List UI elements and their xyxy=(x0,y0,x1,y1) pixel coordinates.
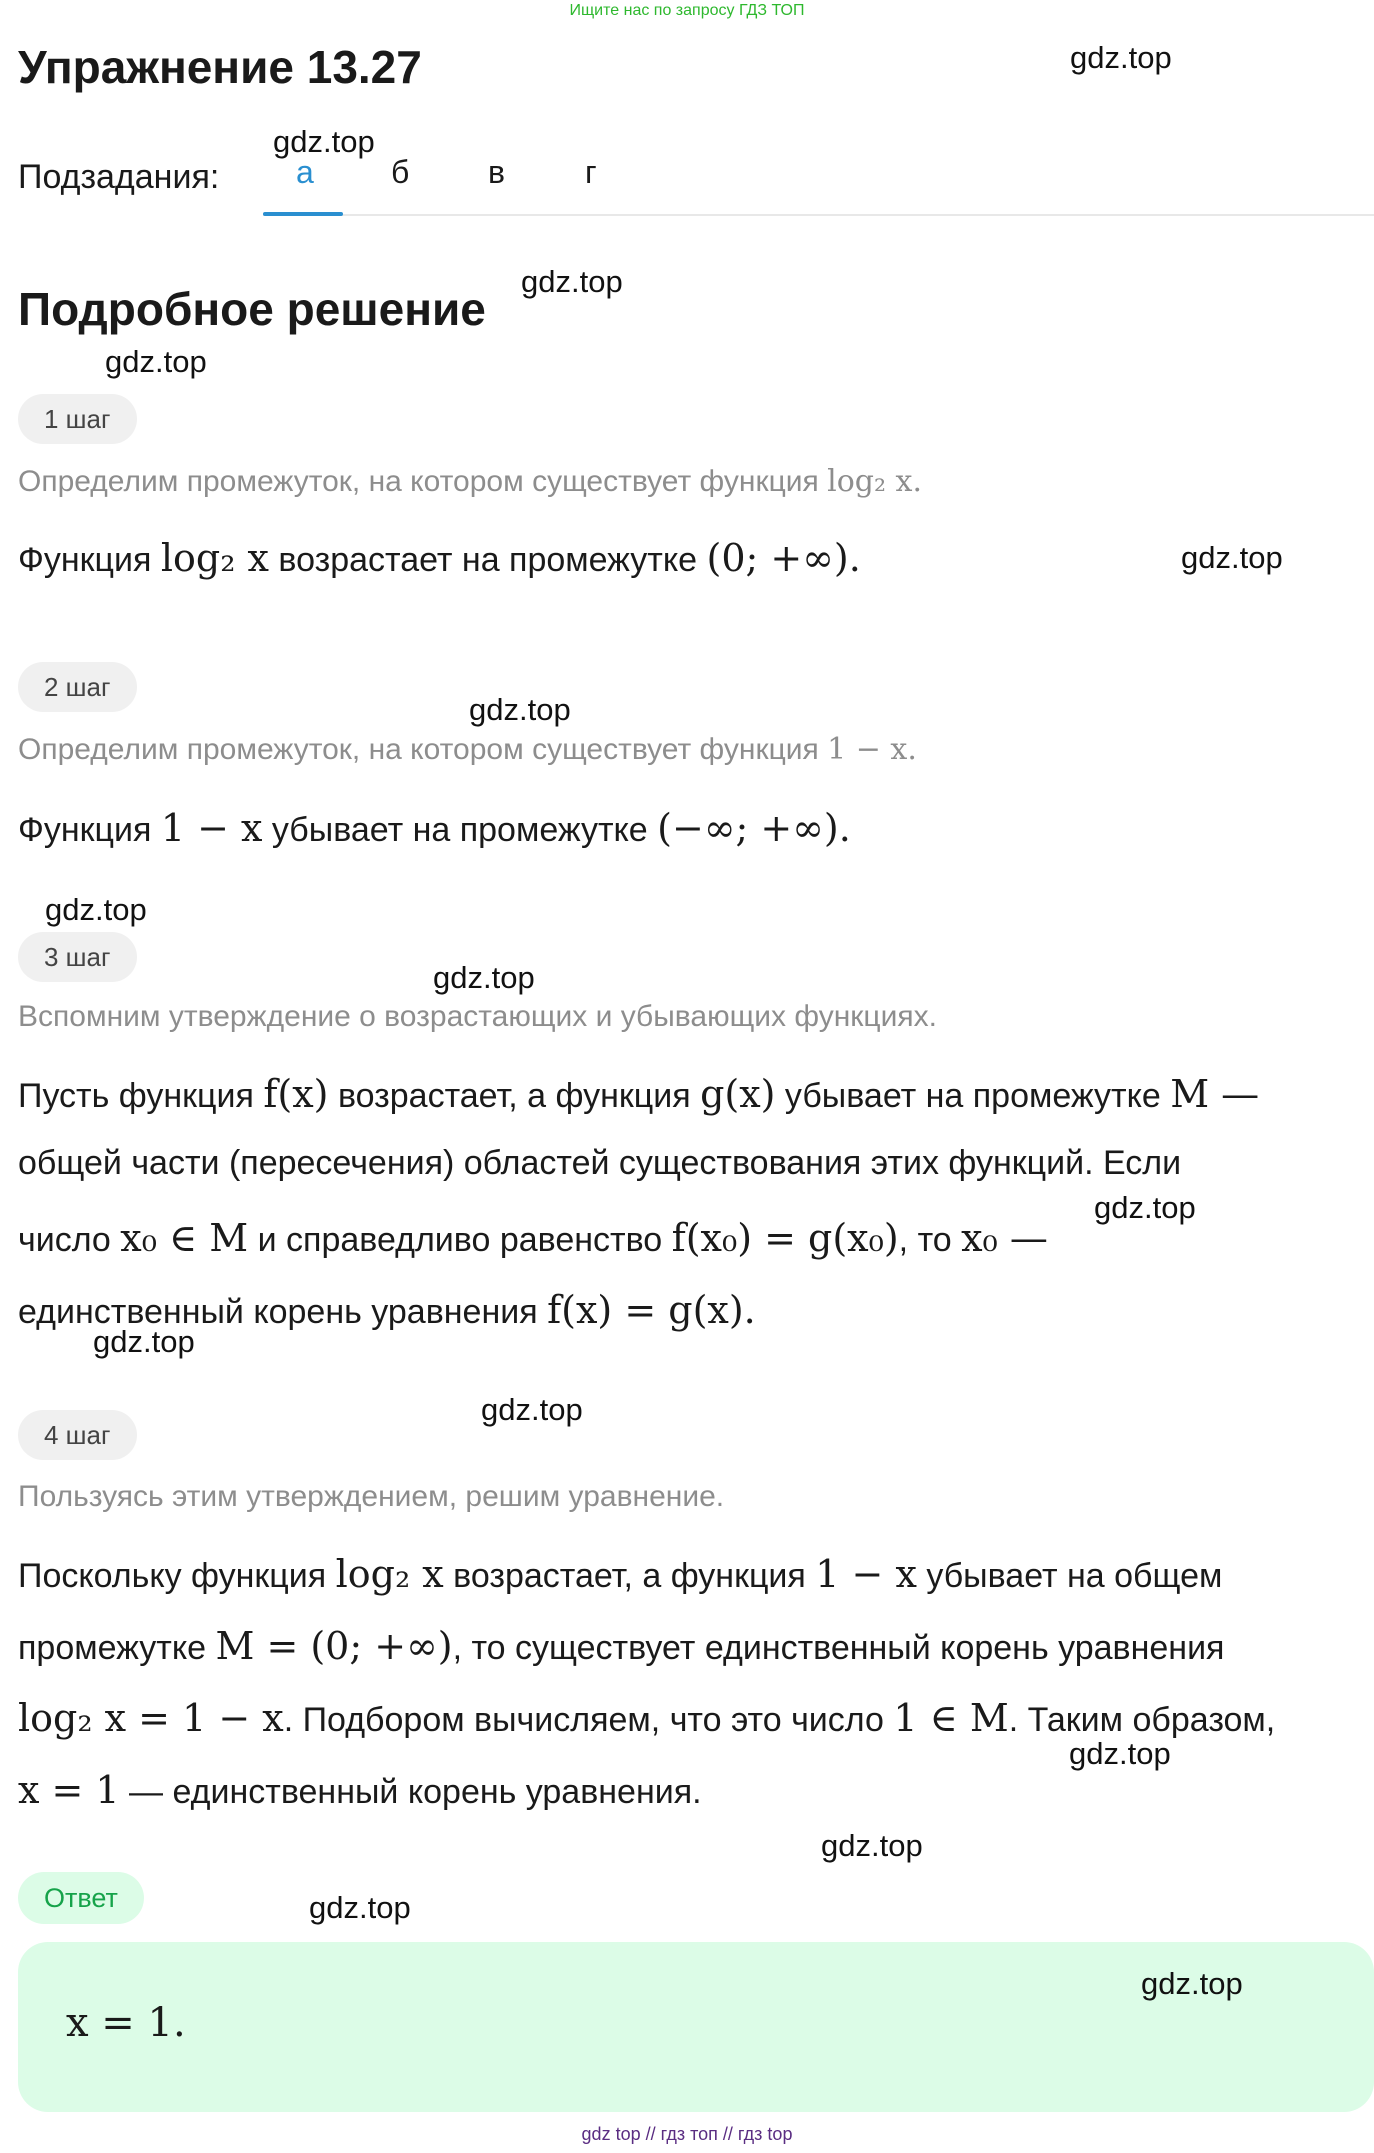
answer-value: x = 1. xyxy=(66,2000,186,2046)
step-4-badge: 4 шаг xyxy=(18,1410,137,1460)
active-tab-indicator xyxy=(263,212,343,216)
step-3-line-3: число x₀ ∈ M и справедливо равенство f(x₀) = g(x₀), то x₀ — xyxy=(18,1216,1048,1260)
tab-a[interactable]: а xyxy=(296,154,314,190)
step-3-line-4: единственный корень уравнения f(x) = g(x). xyxy=(18,1288,756,1332)
step-3-line-2: общей части (пересечения) областей существования этих функций. Если xyxy=(18,1144,1182,1182)
step-4-line-2: промежутке M = (0; +∞), то существует единственный корень уравнения xyxy=(18,1624,1225,1668)
watermark: gdz.top xyxy=(273,124,375,159)
tab-b[interactable]: б xyxy=(391,154,410,190)
watermark: gdz.top xyxy=(821,1828,923,1863)
watermark: gdz.top xyxy=(1141,1966,1243,2001)
step-4-line-3: log₂ x = 1 − x. Подбором вычисляем, что это число 1 ∈ M. Таким образом, xyxy=(18,1696,1276,1740)
step-4-line-4: x = 1 — единственный корень уравнения. xyxy=(18,1768,702,1812)
tab-v[interactable]: в xyxy=(488,154,505,190)
page-title: Упражнение 13.27 xyxy=(18,41,422,93)
watermark: gdz.top xyxy=(93,1324,195,1359)
subtasks-label: Подзадания: xyxy=(18,158,220,196)
tab-g[interactable]: г xyxy=(585,154,597,190)
step-3-line-1: Пусть функция f(x) возрастает, а функция g(x) убывает на промежутке M — xyxy=(18,1072,1260,1116)
step-2-text: Функция 1 − x убывает на промежутке (−∞; +∞). xyxy=(18,806,851,850)
watermark: gdz.top xyxy=(45,892,147,927)
step-1-hint-math: log₂ x. xyxy=(827,464,923,499)
watermark: gdz.top xyxy=(433,960,535,995)
step-2-math-interval: (−∞; +∞). xyxy=(657,806,851,850)
tabs-divider xyxy=(263,214,1374,216)
step-4-line-1: Поскольку функция log₂ x возрастает, а функция 1 − x убывает на общем xyxy=(18,1552,1223,1596)
watermark: gdz.top xyxy=(469,692,571,727)
watermark: gdz.top xyxy=(105,344,207,379)
watermark: gdz.top xyxy=(481,1392,583,1427)
step-1-math-interval: (0; +∞). xyxy=(706,536,861,580)
footer-links[interactable]: gdz top // гдз топ // гдз top xyxy=(581,2124,793,2144)
watermark: gdz.top xyxy=(309,1890,411,1925)
step-2-math-func: 1 − x xyxy=(160,806,263,850)
step-3-badge: 3 шаг xyxy=(18,932,137,982)
watermark: gdz.top xyxy=(1094,1190,1196,1225)
step-2-hint-math: 1 − x. xyxy=(827,732,917,767)
step-2-badge: 2 шаг xyxy=(18,662,137,712)
watermark: gdz.top xyxy=(1069,1736,1171,1771)
watermark: gdz.top xyxy=(521,264,623,299)
watermark: gdz.top xyxy=(1070,40,1172,75)
subtasks-bar xyxy=(18,150,1374,216)
top-banner: Ищите нас по запросу ГДЗ ТОП xyxy=(569,2,805,19)
step-1-badge: 1 шаг xyxy=(18,394,137,444)
step-3-hint: Вспомним утверждение о возрастающих и убывающих функциях. xyxy=(18,1000,937,1033)
section-title: Подробное решение xyxy=(18,283,486,335)
answer-badge: Ответ xyxy=(18,1872,144,1924)
step-1-hint: Определим промежуток, на котором существует функция log₂ x. xyxy=(18,464,923,499)
step-4-hint: Пользуясь этим утверждением, решим уравнение. xyxy=(18,1480,725,1513)
watermark: gdz.top xyxy=(1181,540,1283,575)
step-1-math-func: log₂ x xyxy=(160,536,269,580)
step-2-hint: Определим промежуток, на котором существует функция 1 − x. xyxy=(18,732,917,767)
step-1-text: Функция log₂ x возрастает на промежутке (0; +∞). xyxy=(18,536,861,580)
